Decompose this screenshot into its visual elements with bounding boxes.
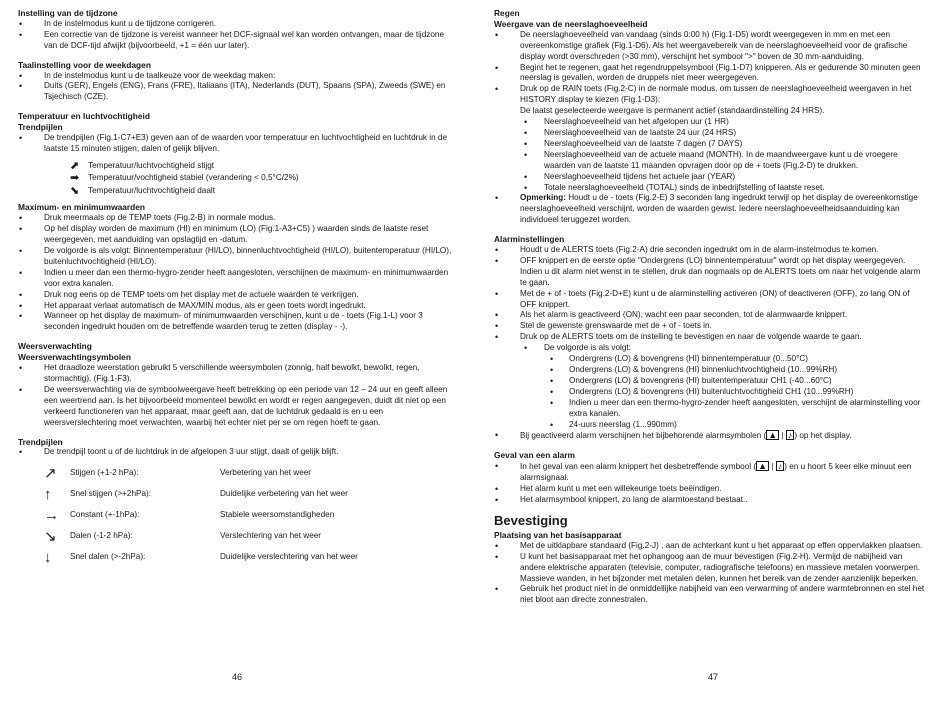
- list-item: • Ondergrens (LO) & bovengrens (HI) buitentemperatuur CH1 (-40...60°C): [494, 376, 926, 387]
- list-item: • In de instelmodus kunt u de tijdzone corrigeren.: [18, 19, 452, 30]
- arrow-label: Snel stijgen (>+2hPa):: [70, 489, 152, 499]
- arrow-down-icon: ↓: [44, 549, 52, 567]
- subsection-title-trendarrows: Trendpijlen: [18, 122, 63, 133]
- arrow-row: [18, 484, 452, 505]
- list-item: • Neerslaghoeveelheid van het afgelopen uur (1 HR): [494, 117, 926, 128]
- list-item: • De trendpijl toont u of de luchtdruk in de afgelopen 3 uur stijgt, daalt of gelijk blijft.: [18, 447, 452, 458]
- arrow-row: [18, 547, 452, 568]
- list-item: • Stel de gewenste grenswaarde met de + of - toets in.: [494, 321, 926, 332]
- page-number-right: 47: [708, 672, 719, 682]
- subsection-title-symbols: Weersverwachtingsymbolen: [18, 352, 131, 363]
- list-item-note: [494, 193, 926, 226]
- trend-label: Temperatuur/vochtigheid stabiel (verandering < 0,5°C/2%): [88, 173, 299, 183]
- list-item: • Met de + of - toets (Fig.2-D+E) kunt u de alarminstelling activeren (ON) of deactiveren (OFF), zo lang ON of OFF knippert.: [494, 289, 926, 311]
- list-item: • De volgorde is als volgt:: [494, 343, 926, 354]
- section-title-forecast: Weersverwachting: [18, 341, 92, 352]
- section-title-maxmin: Maximum- en minimumwaarden: [18, 202, 146, 213]
- list-item: • Een correctie van de tijdzone is vereist wanneer het DCF-signaal wel kan worden ontvangen, maar de tijdzone van de DCF-tijd afwijkt (bijvoorbeeld, +1 = één uur later).: [18, 30, 452, 52]
- trend-row: [18, 160, 452, 173]
- chapter-heading: Bevestiging: [494, 512, 568, 528]
- arrow-up-icon: ↑: [44, 486, 52, 504]
- arrow-row: [18, 526, 452, 547]
- list-item: • Wanneer op het display de maximum- of minimumwaarden verschijnen, kunt u de - toets (Fig.1-L) voor 3 seconden ingedrukt houden om de betreffende waarden terug te zetten (display - -).: [18, 311, 452, 333]
- list-item: • Het apparaat verlaat automatisch de MAX/MIN modus, als er geen toets wordt ingedrukt.: [18, 301, 452, 312]
- list-item: • Begint het te regenen, gaat het regendruppelsymbool (Fig.1-D7) knipperen. Als er gedurende 30 minuten geen neerslag is gevallen, worden de druppels niet meer weergegeven.: [494, 63, 926, 85]
- arrow-right-icon: ➡: [70, 172, 80, 185]
- list-item: • Neerslaghoeveelheid van de actuele maand (MONTH). In de maandweergave kunt u de vroegere waarden van de laatste 11 maanden opvragen door op de + toets (Fig.2-D) te drukken.: [494, 150, 926, 172]
- trend-label: Temperatuur/luchtvochtigheid daalt: [88, 185, 215, 195]
- section-title-alarm-case: Geval van een alarm: [494, 450, 576, 461]
- list-item: • U kunt het basisapparaat met het ophangoog aan de muur bevestigen (Fig.2-H). Vermijd de nabijheid van andere elektrische apparaten (televisie, computer, radiografische telefoons) en massieve metalen voorwerpen. Massieve wanden, in het bijzonder met metalen delen, kunnen het bereik van de zender aanzienlijk beperken.: [494, 552, 926, 585]
- list-item: • Neerslaghoeveelheid tijdens het actuele jaar (YEAR): [494, 172, 926, 183]
- section-title-timezone: Instelling van de tijdzone: [18, 8, 118, 18]
- list-item: • Neerslaghoeveelheid van de laatste 7 dagen (7 DAYS): [494, 139, 926, 150]
- text-part: In het geval van een alarm knippert het desbetreffende symbool (: [520, 462, 757, 472]
- note-text: Houdt u de - toets (Fig.2-E) 3 seconden lang ingedrukt terwijl op het display de overeenkomstige neerslaghoeveelheid verschijnt, worden de waarden gewist. Iedere neerslaghoeveelheidsaanduiding kan individueel teruggezet worden.: [520, 193, 918, 225]
- list-item: • 24-uurs neerslag (1...990mm): [494, 420, 926, 431]
- list-item: • Ondergrens (LO) & bovengrens (HI) binnenluchtvochtigheid (10...99%RH): [494, 365, 926, 376]
- warning-icon: ▲: [768, 430, 778, 441]
- alarm-bell-icon: ♪: [777, 461, 783, 472]
- list-item: • OFF knippert en de eerste optie "Ondergrens (LO) binnentemperatuur" wordt op het display weergegeven. Indien u dit alarm niet wenst in te stellen, druk dan nogmaals op de ALERTS toets om naar het volgende alarm te gaan.: [494, 256, 926, 289]
- arrow-row: [18, 505, 452, 526]
- arrow-up-icon: ⬈: [70, 159, 80, 172]
- list-item: • Druk op de RAIN toets (Fig.2-C) in de normale modus, om tussen de neerslaghoeveelheid weergaven in het HISTORY display te kiezen (Fig.1-D3):: [494, 84, 926, 106]
- section-title-temperature: Temperatuur en luchtvochtigheid: [18, 111, 150, 122]
- arrow-desc: Stabiele weersomstandigheden: [220, 510, 335, 520]
- arrow-desc: Duidelijke verbetering van het weer: [220, 489, 348, 499]
- list-item: • Neerslaghoeveelheid van de laatste 24 uur (24 HRS): [494, 128, 926, 139]
- list-item: • De volgorde is als volgt: Binnentemperatuur (HI/LO), binnenluchtvochtigheid (HI/LO), buitentemperatuur (HI/LO), buitenluchtvochtigheid (HI/LO).: [18, 246, 452, 268]
- list-item: • Met de uitklapbare standaard (Fig.2-J) , aan de achterkant kunt u het apparaat op effen oppervlakken plaatsen.: [494, 541, 926, 552]
- page-number-left: 46: [232, 672, 243, 682]
- list-item: • Druk op de ALERTS toets om de instelling te bevestigen en naar de volgende waarde te gaan.: [494, 332, 926, 343]
- paragraph: De laatst geselecteerde weergave is permanent actief (standaardinstelling 24 HRS).: [520, 106, 825, 116]
- trend-row: [18, 185, 452, 198]
- arrow-down-icon: ⬊: [70, 184, 80, 197]
- list-item: • Duits (GER), Engels (ENG), Frans (FRE), Italiaans (ITA), Nederlands (DUT), Spaans (SPA), Zweeds (SWE) en Tsjechisch (CZE).: [18, 81, 452, 103]
- note-label: Opmerking:: [520, 193, 566, 203]
- list-item: • Op het display worden de maximum (HI) en minimum (LO) (Fig.1-A3+C5) ) waarden sinds de laatste reset weergegeven, met aanduiding van opslagtijd en -datum.: [18, 224, 452, 246]
- text-part: ) en u hoort 5 keer elke minuut een alarmsignaal.: [520, 462, 912, 483]
- list-item: • Druk meermaals op de TEMP toets (Fig.2-B) in normale modus.: [18, 213, 452, 224]
- list-item: • Indien u meer dan een thermo-hygro-zender heeft aangesloten, verschijnen de maximum- en minimumwaarden voor extra kanalen.: [18, 268, 452, 290]
- arrow-row: [18, 463, 452, 484]
- alarm-bell-icon: ♪: [787, 430, 793, 441]
- arrow-label: Constant (+-1hPa):: [70, 510, 140, 520]
- list-item: • Als het alarm is geactiveerd (ON), wacht een paar seconden, tot de alarmwaarde knippert.: [494, 310, 926, 321]
- arrow-up-right-icon: ↗: [44, 465, 57, 483]
- list-item: • Indien u meer dan een thermo-hygro-zender heeft aangesloten, verschijnt de alarminstelling voor extra kanalen.: [494, 398, 926, 420]
- list-item: • Gebruik het product niet in de onmiddellijke nabijheid van een verwarming of andere warmtebronnen en stel het niet bloot aan directe zonnestralen.: [494, 584, 926, 606]
- list-item: • Bij geactiveerd alarm verschijnen het bijbehorende alarmsymbolen ( ▲ | ♪ ) op het display.: [494, 430, 926, 442]
- list-item: • Houdt u de ALERTS toets (Fig.2-A) drie seconden ingedrukt om in de alarm-instelmodus te komen.: [494, 245, 926, 256]
- subsection-title-placement: Plaatsing van het basisapparaat: [494, 529, 622, 540]
- list-item: • Het alarm kunt u met een willekeurige toets beëindigen.: [494, 484, 926, 495]
- trend-label: Temperatuur/luchtvochtigheid stijgt: [88, 160, 215, 170]
- subsection-title-rain-display: Weergave van de neerslaghoeveelheid: [494, 18, 648, 29]
- arrow-label: Dalen (-1-2 hPa):: [70, 531, 133, 541]
- list-item: • Het draadloze weerstation gebruikt 5 verschillende weersymbolen (zonnig, half bewolkt, bewolkt, regen, stormachtig). (Fig.1-F3).: [18, 363, 452, 385]
- arrow-down-right-icon: ↘: [44, 528, 57, 546]
- list-item: • De weersverwachting via de symboolweergave heeft betrekking op een periode van 12 – 24 uur en geeft alleen een weertrend aan. Is het bijvoorbeeld momenteel bewolkt en wordt er regen aangegeven, duidt dit niet op een verkeerd functioneren van het apparaat, maar geeft aan, dat de luchtdruk gedaald is en u een weersverslechtering moet verwachten, waarbij het echter niet per se om regen hoeft te gaan.: [18, 385, 452, 429]
- text-part: ) op het display.: [794, 431, 852, 441]
- list-item: • Ondergrens (LO) & bovengrens (HI) buitenluchtvochtigheid CH1 (10...99%RH): [494, 387, 926, 398]
- arrow-label: Stijgen (+1-2 hPa):: [70, 468, 139, 478]
- section-title-pressure-trend: Trendpijlen: [18, 436, 63, 447]
- text-part: Bij geactiveerd alarm verschijnen het bijbehorende alarmsymbolen (: [520, 431, 767, 441]
- arrow-desc: Duidelijke verslechtering van het weer: [220, 552, 358, 562]
- arrow-label: Snel dalen (>-2hPa):: [70, 552, 146, 562]
- arrow-desc: Verbetering van het weer: [220, 468, 312, 478]
- list-item: • De neerslaghoeveelheid van vandaag (sinds 0:00 h) (Fig.1-D5) wordt weergegeven in mm en met een overeenkomstige grafiek (Fig.1-D6). Als het weergavebereik van de neerslaghoeveelheid voor de grafische display wordt overschreden (>30 mm), verschijnt het symbool ">" boven de 30 mm-aanduiding.: [494, 30, 926, 63]
- list-item: • In het geval van een alarm knippert het desbetreffende symbool ( ▲ | ♪ ) en u hoort 5 keer elke minuut een alarmsignaal.: [494, 461, 926, 484]
- section-title-rain: Regen: [494, 8, 520, 18]
- arrow-right-icon: →: [44, 507, 59, 525]
- list-item: • In de instelmodus kunt u de taalkeuze voor de weekdag maken:: [18, 71, 452, 82]
- left-page: [18, 8, 452, 568]
- section-title-alarm-settings: Alarminstellingen: [494, 234, 565, 245]
- list-item: • Totale neerslaghoeveelheid (TOTAL) sinds de inbedrijfstelling of laatste reset.: [494, 183, 926, 194]
- section-title-language: Taalinstelling voor de weekdagen: [18, 59, 151, 70]
- list-item: • Het alarmsymbool knippert, zo lang de alarmtoestand bestaat..: [494, 495, 926, 506]
- trend-row: [18, 172, 452, 185]
- right-page: [494, 8, 926, 606]
- list-item: • De trendpijlen (Fig.1-C7+E3) geven aan of de waarden voor temperatuur en luchtvochtigheid en luchtdruk in de laatste 15 minuten stijgen, dalen of gelijk blijven.: [18, 133, 452, 155]
- arrow-desc: Verslechtering van het weer: [220, 531, 322, 541]
- warning-icon: ▲: [758, 461, 767, 472]
- list-item: • Ondergrens (LO) & bovengrens (HI) binnentemperatuur (0...50°C): [494, 354, 926, 365]
- list-item: • Druk nog eens op de TEMP toets om het display met de actuele waarden te verkrijgen.: [18, 290, 452, 301]
